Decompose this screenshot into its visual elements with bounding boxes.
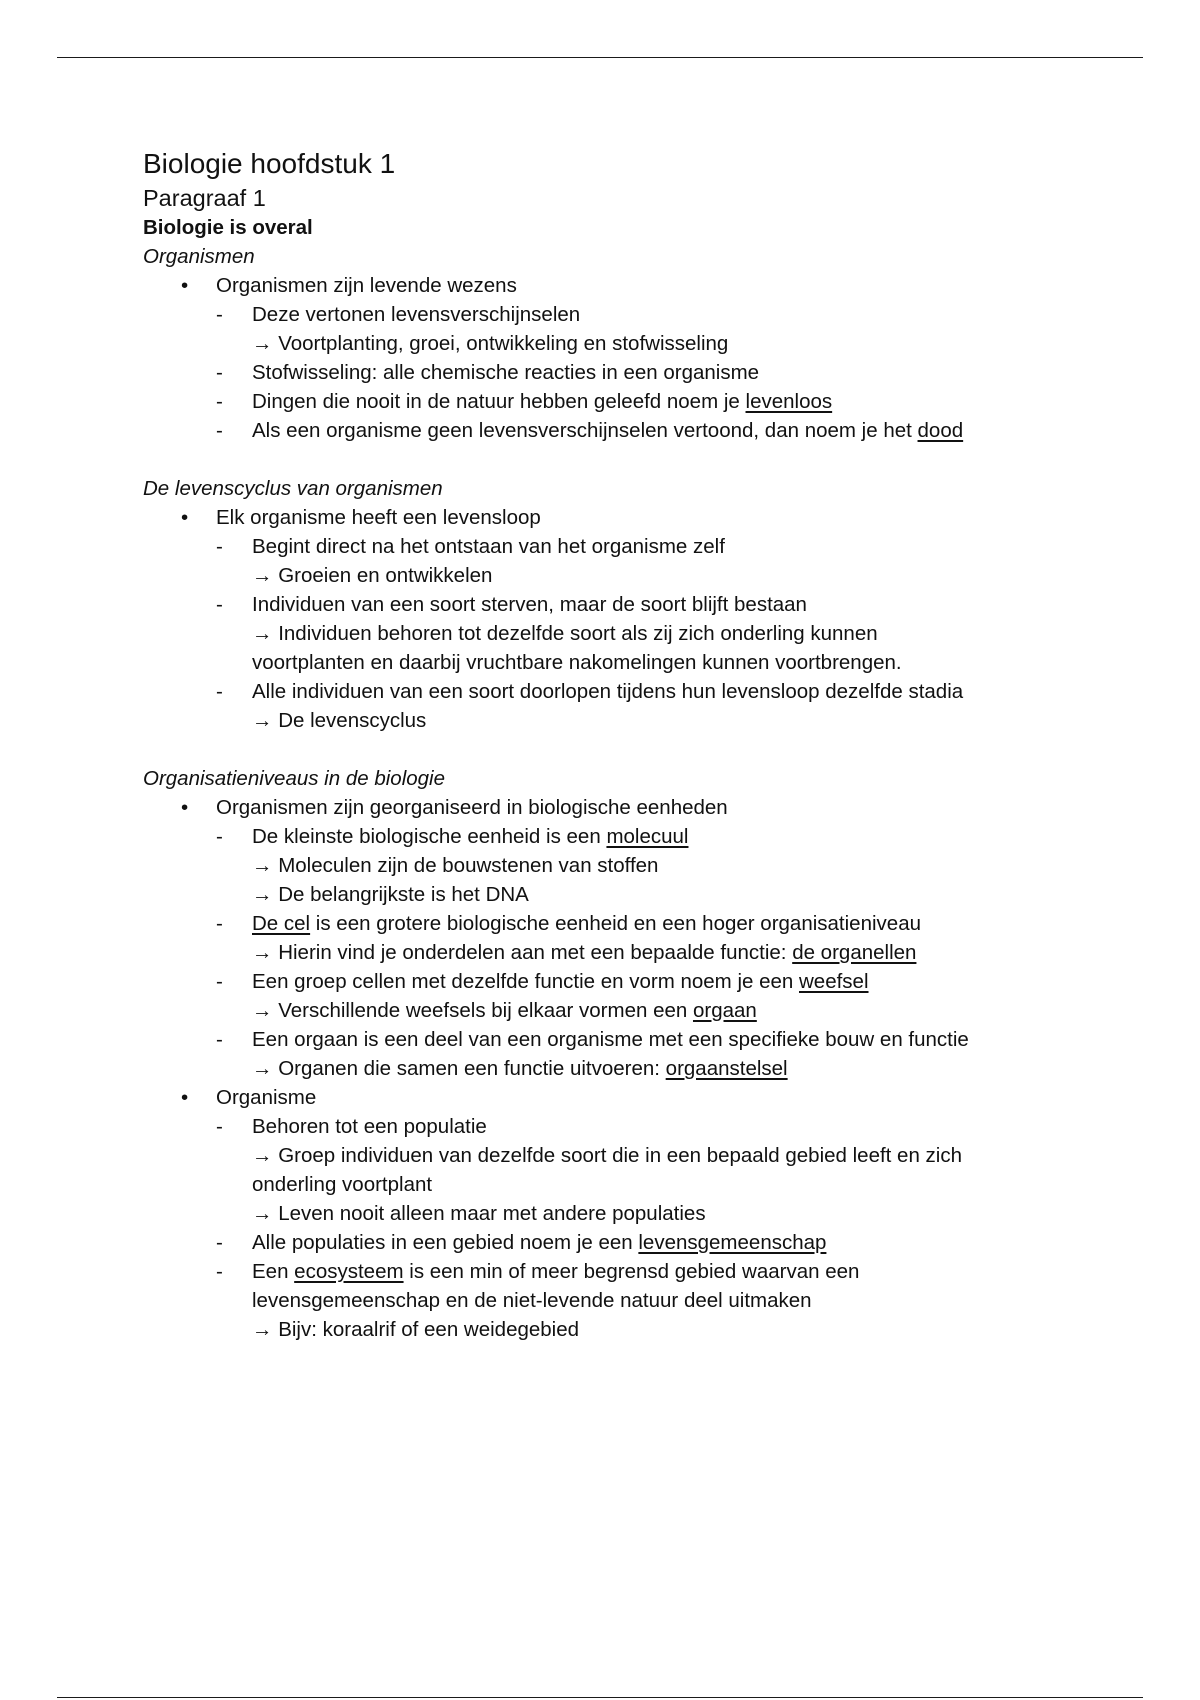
key-term: orgaan <box>692 999 757 1022</box>
arrow-note: → Individuen behoren tot dezelfde soort als zij zich onderling kunnen <box>252 622 878 645</box>
footer-rule <box>57 1697 1143 1698</box>
item-text: → Hierin vind je onderdelen aan met een bepaalde functie: <box>252 941 793 964</box>
bullet-item: • Elk organisme heeft een levensloop <box>143 503 1083 532</box>
item-text: → Organen die samen een functie uitvoeren: <box>252 1057 666 1080</box>
dash-item <box>143 1257 1083 1286</box>
paragraph-heading: Paragraaf 1 <box>143 185 266 211</box>
key-term: levensgemeenschap <box>638 1231 827 1254</box>
arrow-note-continued: onderling voortplant <box>252 1173 433 1196</box>
item-text: → Verschillende weefsels bij elkaar vormen een <box>252 999 693 1022</box>
key-term: ecosysteem <box>294 1260 404 1283</box>
dash-item <box>143 387 1083 416</box>
arrow-note: → Leven nooit alleen maar met andere populaties <box>252 1202 706 1225</box>
item-text: De kleinste biologische eenheid is een <box>252 825 607 848</box>
document-title: Biologie hoofdstuk 1 <box>143 148 396 179</box>
subsection-title-organisatieniveaus: Organisatieniveaus in de biologie <box>143 767 446 790</box>
dash-item: - Behoren tot een populatie <box>143 1112 1083 1141</box>
item-text: is een grotere biologische eenheid en een hoger organisatieniveau <box>310 912 921 935</box>
arrow-note: → Bijv: koraalrif of een weidegebied <box>252 1318 580 1341</box>
item-text: Een groep cellen met dezelfde functie en vorm noem je een <box>252 970 799 993</box>
arrow-note: → Groeien en ontwikkelen <box>252 564 493 587</box>
dash-item <box>143 909 1083 938</box>
dash-item <box>143 416 1083 445</box>
dash-item: - Een orgaan is een deel van een organisme met een specifieke bouw en functie <box>143 1025 1083 1054</box>
arrow-note-continued: voortplanten en daarbij vruchtbare nakomelingen kunnen voortbrengen. <box>252 651 902 674</box>
key-term: levenloos <box>745 390 833 413</box>
dash-item <box>143 822 1083 851</box>
item-text: Een <box>252 1260 295 1283</box>
subsection-title-organismen: Organismen <box>143 245 255 268</box>
key-term: de organellen <box>792 941 917 964</box>
key-term: molecuul <box>606 825 689 848</box>
header-rule <box>57 57 1143 58</box>
arrow-note: → Moleculen zijn de bouwstenen van stoffen <box>252 854 659 877</box>
item-text: Alle populaties in een gebied noem je een <box>252 1231 639 1254</box>
arrow-note: → Groep individuen van dezelfde soort die in een bepaald gebied leeft en zich <box>252 1144 963 1167</box>
arrow-note <box>143 996 1083 1025</box>
dash-item: - Stofwisseling: alle chemische reacties in een organisme <box>143 358 1083 387</box>
bullet-item: • Organismen zijn georganiseerd in biologische eenheden <box>143 793 1083 822</box>
item-text: is een min of meer begrensd gebied waarvan een <box>403 1260 860 1283</box>
dash-item: - Begint direct na het ontstaan van het organisme zelf <box>143 532 1083 561</box>
arrow-note: → De levenscyclus <box>252 709 427 732</box>
bullet-item: • Organisme <box>143 1083 1083 1112</box>
key-term: weefsel <box>799 970 869 993</box>
dash-item: - Individuen van een soort sterven, maar de soort blijft bestaan <box>143 590 1083 619</box>
key-term: orgaanstelsel <box>665 1057 788 1080</box>
dash-item: - Alle individuen van een soort doorlopen tijdens hun levensloop dezelfde stadia <box>143 677 1083 706</box>
dash-item-continued: levensgemeenschap en de niet-levende natuur deel uitmaken <box>252 1289 812 1312</box>
subsection-title-levenscyclus: De levenscyclus van organismen <box>143 477 443 500</box>
arrow-note: → De belangrijkste is het DNA <box>252 883 529 906</box>
key-term: dood <box>917 419 964 442</box>
dash-item: - Deze vertonen levensverschijnselen <box>143 300 1083 329</box>
spacer <box>143 445 1083 474</box>
bullet-item: • Organismen zijn levende wezens <box>143 271 1083 300</box>
item-text: Dingen die nooit in de natuur hebben geleefd noem je <box>252 390 746 413</box>
dash-item <box>143 967 1083 996</box>
arrow-note <box>143 1054 1083 1083</box>
section-heading: Biologie is overal <box>143 216 313 239</box>
spacer <box>143 735 1083 764</box>
dash-item <box>143 1228 1083 1257</box>
item-text: Als een organisme geen levensverschijnselen vertoond, dan noem je het <box>252 419 918 442</box>
arrow-note <box>143 938 1083 967</box>
key-term: De cel <box>252 912 311 935</box>
document-body <box>143 147 1083 1344</box>
arrow-note: → Voortplanting, groei, ontwikkeling en stofwisseling <box>252 332 729 355</box>
